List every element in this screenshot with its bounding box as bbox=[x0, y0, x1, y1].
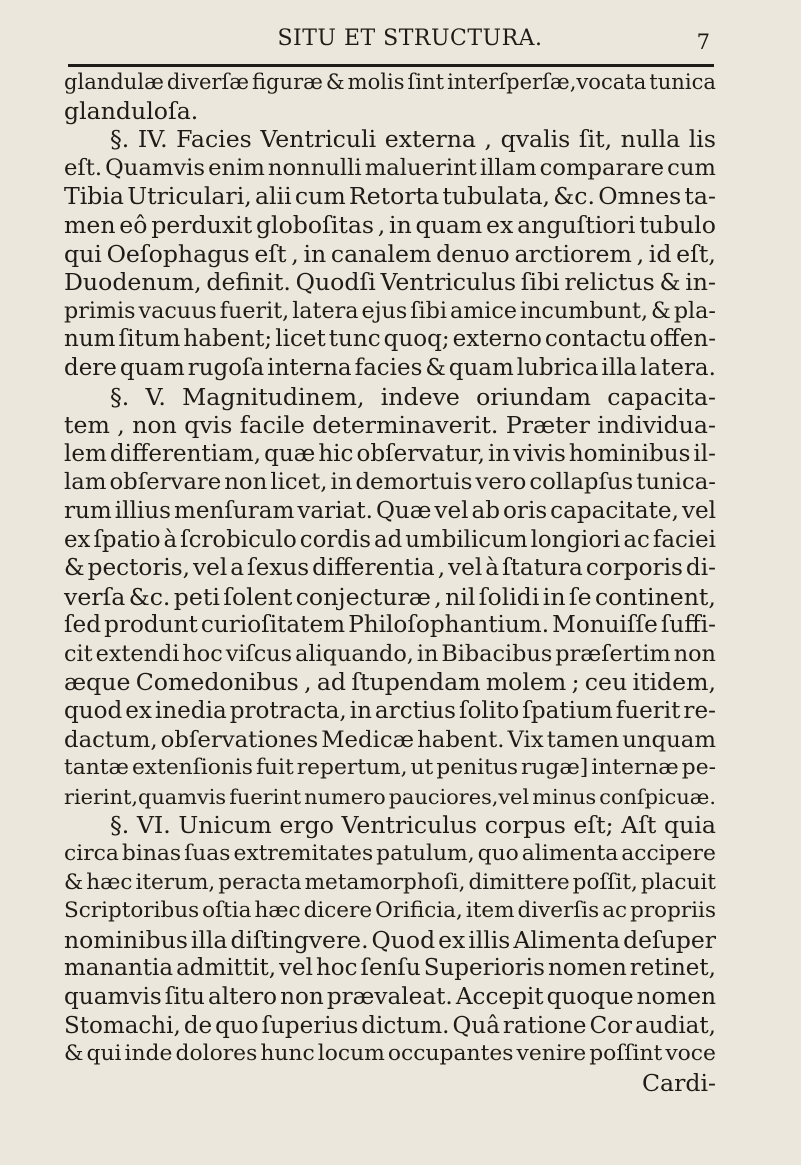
text-line: rum illius menſuram variat. Quæ vel ab oris capacitate, vel bbox=[64, 497, 716, 524]
text-line: dere quam rugoſa interna facies & quam lubrica illa latera. bbox=[64, 354, 716, 381]
text-line: Tibia Utriculari, alii cum Retorta tubulata, &c. Omnes ta- bbox=[64, 182, 716, 211]
text-line: qui Oeſophagus eſt , in canalem denuo arctiorem , id eſt, bbox=[64, 239, 716, 268]
text-line: eſt. Quamvis enim nonnulli maluerint illam comparare cum bbox=[64, 154, 716, 181]
text-line: Stomachi, de quo ſuperius dictum. Quâ ratione Cor audiat, bbox=[64, 1012, 716, 1039]
text-line: & hæc iterum, peracta metamorphoſi, dimittere poſſit, placuit bbox=[64, 869, 716, 895]
text-line: tantæ extenſionis fuit repertum, ut penitus rugæ] internæ pe- bbox=[64, 755, 716, 781]
text-line: quamvis ſitu altero non prævaleat. Accepit quoque nomen bbox=[64, 984, 716, 1010]
text-line: nominibus illa diſtingvere. Quod ex illis Alimenta deſuper bbox=[64, 925, 716, 954]
text-line: cit extendi hoc viſcus aliquando, in Bibacibus præſertim non bbox=[64, 640, 716, 667]
text-line: æque Comedonibus , ad ſtupendam molem ; ceu itidem, bbox=[64, 668, 716, 697]
text-line: Scriptoribus oſtia hæc dicere Orificia, item diverſis ac propriis bbox=[64, 898, 716, 924]
text-line: §. VI. Unicum ergo Ventriculus corpus eſt; Aſt quia bbox=[110, 811, 716, 840]
text-line: num ſitum habent; licet tunc quoq; externo contactu offen- bbox=[64, 326, 716, 353]
text-line: primis vacuus fuerit, latera ejus ſibi amice incumbunt, & pla- bbox=[64, 297, 716, 324]
running-title: SITU ET STRUCTURA. bbox=[277, 26, 543, 51]
text-line: & qui inde dolores hunc locum occupantes venire poſſint voce bbox=[64, 1041, 716, 1067]
text-line: dactum, obſervationes Medicæ habent. Vix tamen unquam bbox=[64, 726, 716, 753]
text-line: lam obſervare non licet, in demortuis vero collapſus tunica- bbox=[64, 469, 716, 496]
header-rule bbox=[68, 64, 714, 67]
text-line: quod ex inedia protracta, in arctius ſolito ſpatium fuerit re- bbox=[64, 698, 716, 725]
text-line: men eô perduxit globoſitas , in quam ex anguſtiori tubulo bbox=[64, 210, 716, 239]
catchword: Cardi- bbox=[641, 1068, 716, 1097]
text-line: rierint,quamvis fuerint numero pauciores,vel minus conſpicuæ. bbox=[64, 784, 716, 809]
text-line: glandulæ diverſæ figuræ & molis ſint interſperſæ,vocata tunica bbox=[64, 69, 716, 94]
text-line: tem , non qvis facile determinaverit. Præter individua- bbox=[64, 411, 716, 440]
text-line: verſa &c. peti ſolent conjecturæ , nil ſolidi in ſe continent, bbox=[64, 582, 716, 611]
text-line: §. IV. Facies Ventriculi externa , qvalis ſit, nulla lis bbox=[110, 125, 716, 154]
page-number: 7 bbox=[696, 30, 710, 54]
body-text bbox=[64, 68, 716, 1097]
text-line: lem differentiam, quæ hic obſervatur, in vivis hominibus il- bbox=[64, 440, 716, 467]
page-header bbox=[70, 26, 710, 52]
text-line: manantia admittit, vel hoc ſenſu Superioris nomen retinet, bbox=[64, 955, 716, 982]
text-line: ex ſpatio à ſcrobiculo cordis ad umbilicum longiori ac faciei bbox=[64, 526, 716, 553]
text-line: & pectoris, vel a ſexus differentia , vel à ſtatura corporis di- bbox=[64, 555, 716, 582]
text-line: circa binas ſuas extremitates patulum, quo alimenta accipere bbox=[64, 841, 716, 867]
text-line: glanduloſa. bbox=[64, 96, 199, 125]
text-line: Duodenum, definit. Quodſi Ventriculus ſibi relictus & in- bbox=[64, 268, 716, 297]
text-line: ſed produnt curioſitatem Philoſophantium. Monuiſſe ſuffi- bbox=[64, 612, 716, 639]
text-line: §. V. Magnitudinem, indeve oriundam capacita- bbox=[110, 382, 716, 411]
